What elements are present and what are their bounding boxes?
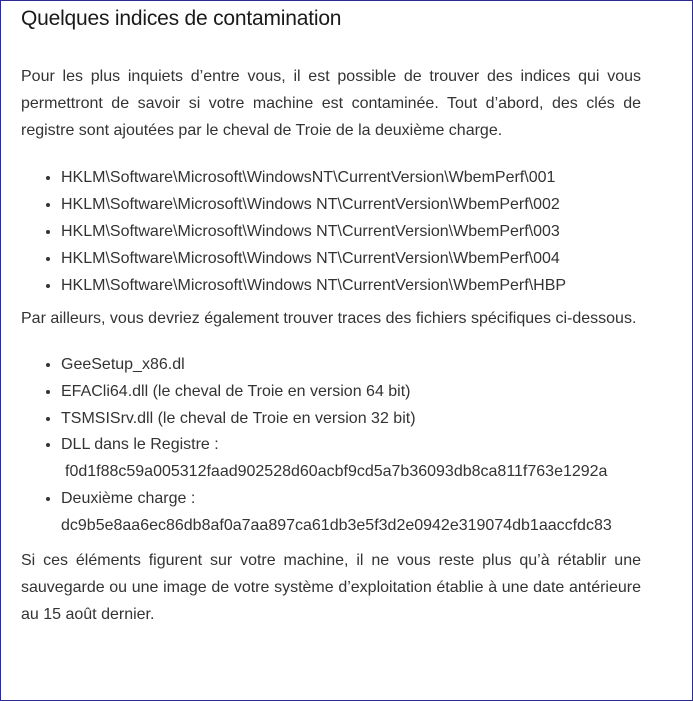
article-body <box>21 63 641 628</box>
list-item: • HKLM\Software\Microsoft\Windows NT\CurrentVersion\WbemPerf\HBP <box>61 272 641 299</box>
list-item: • EFACli64.dll (le cheval de Troie en version 64 bit) <box>61 379 641 406</box>
files-list <box>21 352 641 540</box>
list-item <box>61 432 641 486</box>
list-item: • HKLM\Software\Microsoft\WindowsNT\CurrentVersion\WbemPerf\001 <box>61 164 641 191</box>
conclusion-paragraph: Si ces éléments figurent sur votre machine, il ne vous reste plus qu’à rétablir une sauvegarde ou une image de votre système d’exploitation établie à une date antérieure au 15 août dernier. <box>21 551 641 623</box>
intro-paragraph: Pour les plus inquiets d’entre vous, il est possible de trouver des indices qui vous permettront de savoir si votre machine est contaminée. Tout d’abord, des clés de registre sont ajoutées par le cheval de Troie de la deuxième charge. <box>21 68 641 139</box>
second-payload-label: Deuxième charge : <box>61 489 196 507</box>
files-intro-paragraph: Par ailleurs, vous devriez également trouver traces des fichiers spécifiques ci-dessous. <box>21 310 637 327</box>
dll-registry-hash: f0d1f88c59a005312faad902528d60acbf9cd5a7b36093db8ca811f763e1292a <box>65 463 608 481</box>
list-item <box>61 486 641 540</box>
list-item: • GeeSetup_x86.dl <box>61 352 641 379</box>
list-item: • HKLM\Software\Microsoft\Windows NT\CurrentVersion\WbemPerf\002 <box>61 191 641 218</box>
list-item: • TSMSISrv.dll (le cheval de Troie en version 32 bit) <box>61 406 641 433</box>
registry-keys-list <box>21 164 641 299</box>
list-item: • HKLM\Software\Microsoft\Windows NT\CurrentVersion\WbemPerf\004 <box>61 245 641 272</box>
second-payload-hash: dc9b5e8aa6ec86db8af0a7aa897ca61db3e5f3d2e0942e319074db1aaccfdc83 <box>61 516 612 534</box>
dll-registry-label: DLL dans le Registre : <box>61 436 219 454</box>
section-title: Quelques indices de contamination <box>21 7 342 30</box>
list-item: • HKLM\Software\Microsoft\Windows NT\CurrentVersion\WbemPerf\003 <box>61 218 641 245</box>
